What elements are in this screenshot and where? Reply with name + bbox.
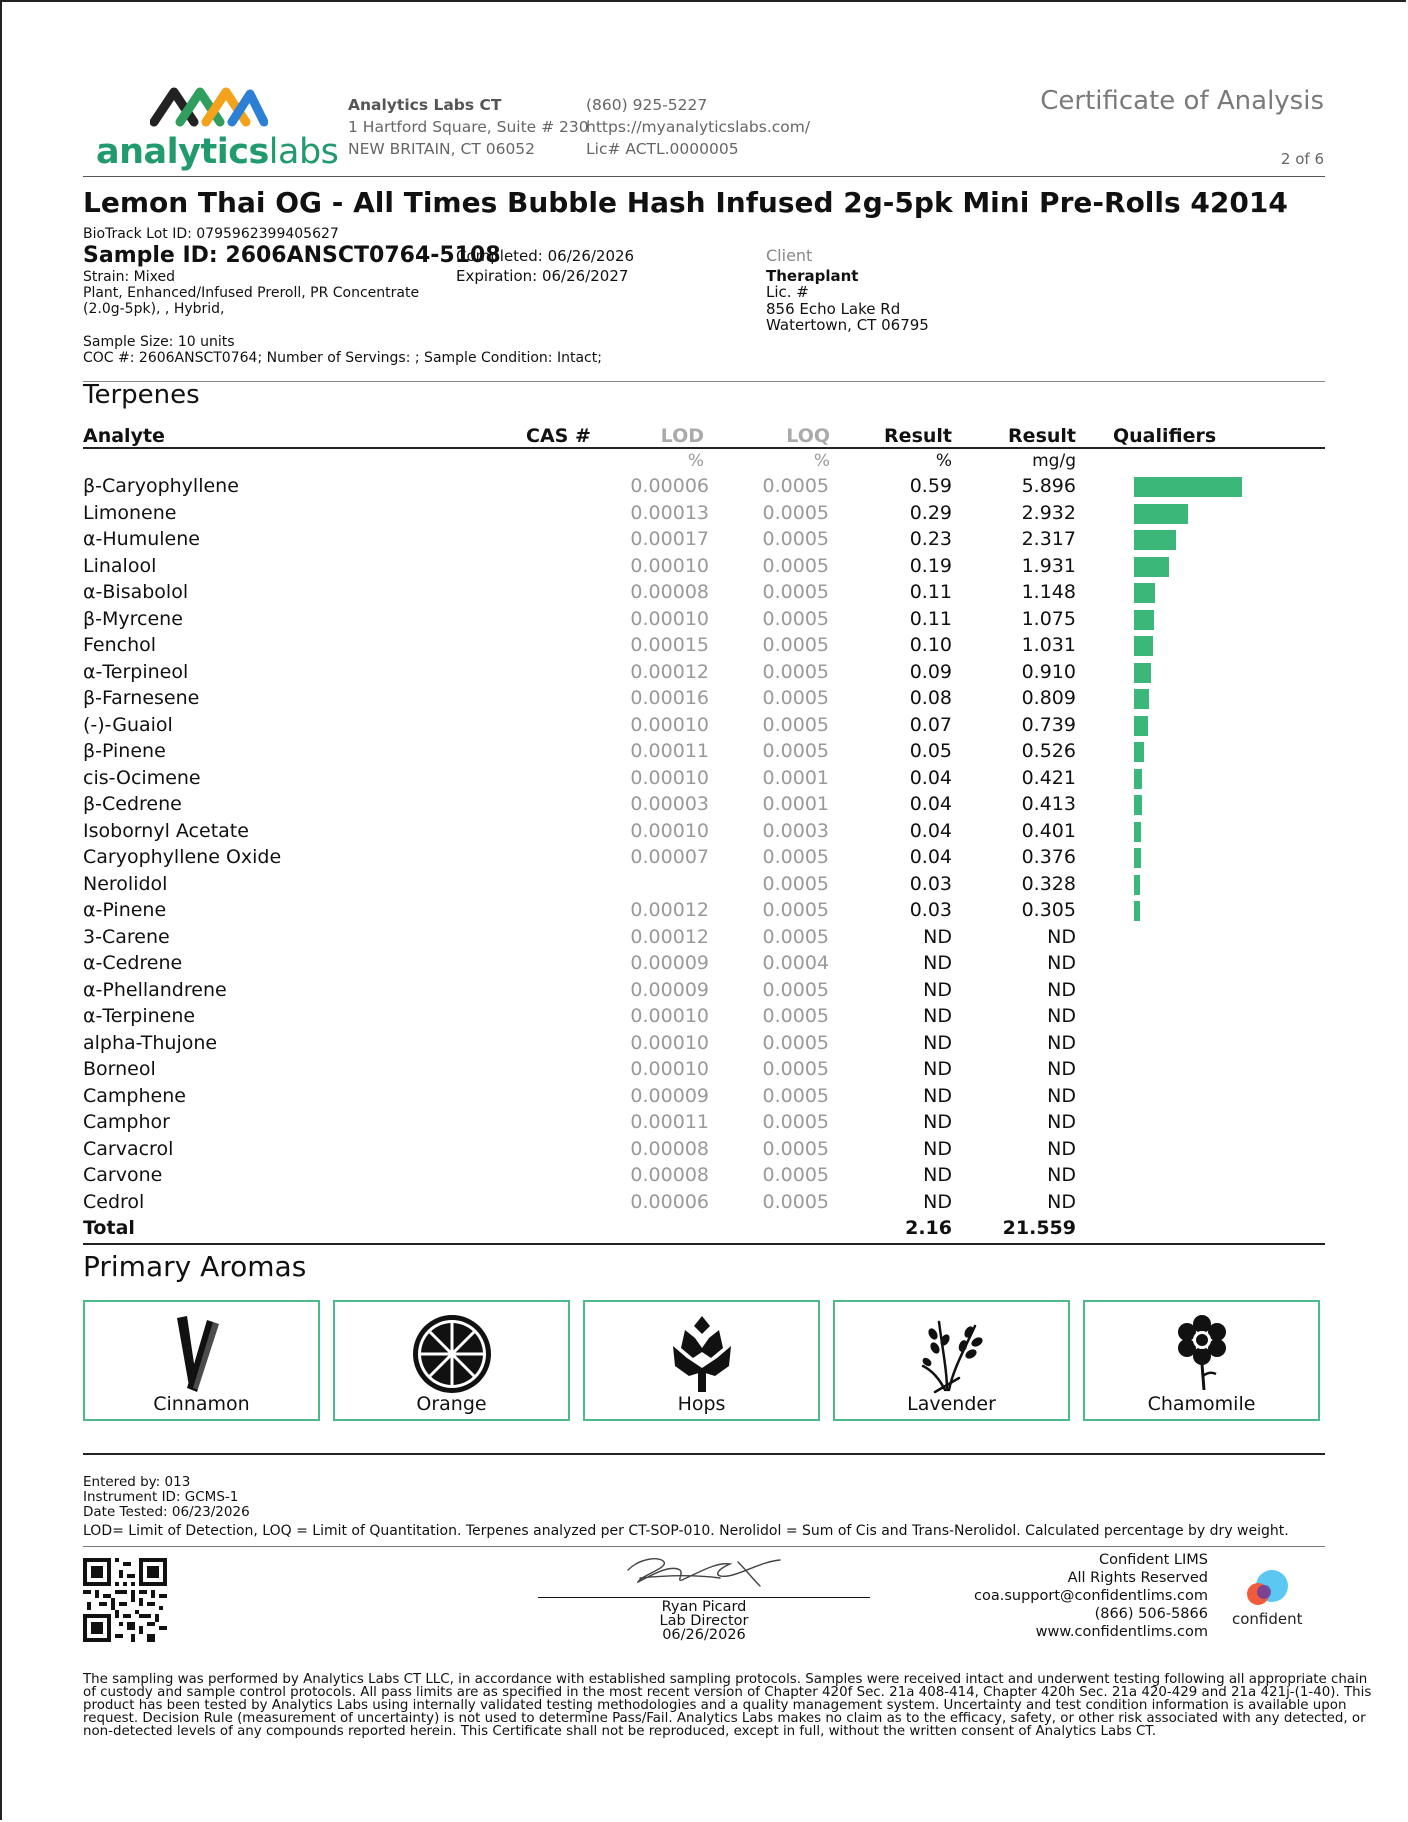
lod-value: 0.00008 — [630, 1164, 709, 1186]
client-license: Lic. # — [766, 283, 809, 301]
loq-value: 0.0005 — [762, 925, 829, 948]
result-pct-value: ND — [923, 1190, 952, 1213]
disclaimer-line5: non-detected levels of any compounds reported herein. This Certificate shall not be reproduced, except in full, without the written consent of Analytics Labs CT. — [83, 1724, 1157, 1739]
analyte-name: Carvacrol — [83, 1137, 174, 1160]
hops-icon — [667, 1312, 737, 1396]
analyte-name: α-Phellandrene — [83, 978, 227, 1001]
lod-value: 0.00011 — [630, 740, 709, 762]
total-label: Total — [83, 1217, 135, 1239]
header-divider — [83, 176, 1325, 177]
lab-license: Lic# ACTL.0000005 — [586, 140, 739, 158]
analyte-name: Caryophyllene Oxide — [83, 846, 282, 868]
result-mg-value: 0.421 — [1021, 766, 1076, 789]
lod-value: 0.00010 — [630, 1058, 709, 1080]
lims-rights: All Rights Reserved — [1067, 1570, 1208, 1586]
client-address-line1: 856 Echo Lake Rd — [766, 300, 901, 318]
result-mg-value: ND — [1047, 1111, 1076, 1133]
document-title: Certificate of Analysis — [1040, 86, 1324, 116]
table-row — [83, 1085, 1325, 1111]
lod-value: 0.00017 — [630, 528, 709, 550]
table-row — [83, 820, 1325, 846]
table-row — [83, 873, 1325, 899]
client-address-line2: Watertown, CT 06795 — [766, 316, 929, 334]
lod-value: 0.00009 — [630, 952, 709, 974]
aroma-label: Hops — [677, 1393, 726, 1415]
loq-value: 0.0003 — [762, 819, 829, 842]
table-row — [83, 1138, 1325, 1164]
lod-value: 0.00012 — [630, 660, 709, 683]
loq-value: 0.0004 — [762, 952, 829, 974]
lod-value: 0.00006 — [630, 475, 709, 497]
table-row — [83, 475, 1325, 501]
table-row — [83, 767, 1325, 793]
loq-value: 0.0005 — [762, 1005, 829, 1027]
result-bar — [1134, 795, 1142, 815]
lod-value: 0.00010 — [630, 607, 709, 630]
lod-value: 0.00003 — [630, 793, 709, 815]
disclaimer-line2: of custody and sample control protocols. All pass limits are as specified in the most recent version of Chapter 420f Sec. 21a 408-414, Chapter 420h Sec. 21a 420-429 and 21a 421j-(1-40). This — [83, 1685, 1372, 1700]
product-category-line1: Plant, Enhanced/Infused Preroll, PR Concentrate — [83, 285, 420, 301]
loq-value: 0.0005 — [762, 713, 829, 736]
method-notes: LOD= Limit of Detection, LOQ = Limit of Quantitation. Terpenes analyzed per CT-SOP-010. Nerolidol = Sum of Cis and Trans-Nerolidol. Calculated percentage by dry weight. — [83, 1523, 1289, 1539]
instrument-id: Instrument ID: GCMS-1 — [83, 1489, 239, 1505]
lod-value: 0.00015 — [630, 634, 709, 656]
lod-value: 0.00009 — [630, 978, 709, 1001]
lod-value: 0.00010 — [630, 766, 709, 789]
result-pct-value: 0.03 — [909, 899, 952, 921]
date-tested: Date Tested: 06/23/2026 — [83, 1504, 250, 1520]
lod-value: 0.00008 — [630, 1137, 709, 1160]
analyte-name: (-)-Guaiol — [83, 713, 173, 736]
result-bar — [1134, 610, 1154, 630]
footer-divider — [83, 1546, 1325, 1547]
result-pct-value: 0.04 — [909, 846, 952, 868]
col-header-qualifiers: Qualifiers — [1113, 425, 1217, 447]
expiration-date: Expiration: 06/26/2027 — [456, 267, 629, 285]
result-pct-value: 0.03 — [909, 872, 952, 895]
analyte-name: β-Myrcene — [83, 607, 183, 630]
result-mg-value: ND — [1047, 1190, 1076, 1213]
table-row — [83, 608, 1325, 634]
analyte-name: α-Bisabolol — [83, 581, 189, 603]
result-bar — [1134, 875, 1140, 895]
loq-value: 0.0005 — [762, 1164, 829, 1186]
table-row — [83, 528, 1325, 554]
loq-value: 0.0005 — [762, 528, 829, 550]
result-bar — [1134, 663, 1151, 683]
table-row — [83, 793, 1325, 819]
table-row — [83, 846, 1325, 872]
unit-result-mg: mg/g — [1032, 451, 1076, 471]
result-mg-value: 1.031 — [1021, 634, 1076, 656]
table-bottom-divider — [83, 1243, 1325, 1245]
result-pct-value: ND — [923, 952, 952, 974]
lod-value: 0.00008 — [630, 581, 709, 603]
disclaimer-line4: request. Decision Rule (measurement of uncertainty) is not used to determine Pass/Fail. Analytics Labs makes no claim as to the efficacy, safety, or other risk associated with any detected, or — [83, 1711, 1366, 1726]
result-mg-value: 1.148 — [1021, 581, 1076, 603]
lod-value: 0.00011 — [630, 1111, 709, 1133]
lod-value: 0.00012 — [630, 899, 709, 921]
result-pct-value: 0.09 — [909, 660, 952, 683]
loq-value: 0.0005 — [762, 1058, 829, 1080]
loq-value: 0.0005 — [762, 607, 829, 630]
table-row — [83, 1005, 1325, 1031]
result-pct-value: 0.11 — [909, 607, 952, 630]
analyte-name: β-Cedrene — [83, 793, 182, 815]
table-row — [83, 581, 1325, 607]
result-mg-value: 0.526 — [1021, 740, 1076, 762]
product-title: Lemon Thai OG - All Times Bubble Hash Infused 2g-5pk Mini Pre-Rolls 42014 — [83, 186, 1288, 219]
lod-value: 0.00009 — [630, 1084, 709, 1107]
lab-phone: (860) 925-5227 — [586, 96, 708, 114]
aroma-label: Cinnamon — [153, 1393, 250, 1415]
result-pct-value: ND — [923, 1137, 952, 1160]
table-row — [83, 714, 1325, 740]
unit-result-pct: % — [935, 451, 952, 471]
result-mg-value: 0.910 — [1021, 660, 1076, 683]
result-mg-value: ND — [1047, 1164, 1076, 1186]
analyte-name: α-Cedrene — [83, 952, 183, 974]
analyte-name: cis-Ocimene — [83, 766, 201, 789]
lod-value: 0.00010 — [630, 819, 709, 842]
result-bar — [1134, 742, 1144, 762]
table-header-divider — [83, 447, 1325, 449]
aroma-card-lavender — [833, 1300, 1070, 1421]
result-mg-value: 0.809 — [1021, 687, 1076, 709]
signature-line — [538, 1597, 870, 1598]
lod-value: 0.00007 — [630, 846, 709, 868]
client-label: Client — [766, 246, 813, 265]
table-row — [83, 634, 1325, 660]
loq-value: 0.0005 — [762, 1031, 829, 1054]
result-mg-value: 2.317 — [1021, 528, 1076, 550]
col-header-lod: LOD — [660, 425, 704, 447]
table-row — [83, 555, 1325, 581]
table-row — [83, 502, 1325, 528]
table-row — [83, 1111, 1325, 1137]
lod-value: 0.00013 — [630, 501, 709, 524]
col-header-analyte: Analyte — [83, 425, 165, 447]
result-pct-value: ND — [923, 1164, 952, 1186]
analyte-name: Fenchol — [83, 634, 157, 656]
qr-code-icon[interactable] — [83, 1558, 167, 1642]
result-pct-value: 0.59 — [909, 475, 952, 497]
loq-value: 0.0005 — [762, 846, 829, 868]
aromas-section-title: Primary Aromas — [83, 1250, 307, 1283]
disclaimer-line3: product has been tested by Analytics Labs using internally validated testing methodologies and a quality management system. Uncertainty and test condition information is available upon — [83, 1698, 1347, 1713]
analyte-name: Isobornyl Acetate — [83, 819, 249, 842]
result-pct-value: ND — [923, 1005, 952, 1027]
logo-wordmark-light: labs — [268, 132, 339, 172]
result-pct-value: 0.08 — [909, 687, 952, 709]
aroma-card-orange — [333, 1300, 570, 1421]
table-row — [83, 899, 1325, 925]
chamomile-icon — [1172, 1312, 1232, 1396]
analyte-name: Linalool — [83, 554, 157, 577]
col-header-cas: CAS # — [526, 425, 591, 447]
completed-date: Completed: 06/26/2026 — [456, 247, 635, 265]
result-mg-value: ND — [1047, 1137, 1076, 1160]
result-mg-value: 0.305 — [1021, 899, 1076, 921]
signer-title: Lab Director — [659, 1613, 749, 1629]
result-mg-value: ND — [1047, 1084, 1076, 1107]
result-mg-value: 1.075 — [1021, 607, 1076, 630]
loq-value: 0.0005 — [762, 660, 829, 683]
result-bar — [1134, 848, 1141, 868]
result-bar — [1134, 504, 1188, 524]
result-mg-value: 0.413 — [1021, 793, 1076, 815]
unit-lod: % — [687, 451, 704, 471]
aroma-card-cinnamon — [83, 1300, 320, 1421]
result-mg-value: 0.328 — [1021, 872, 1076, 895]
entered-by: Entered by: 013 — [83, 1474, 191, 1490]
analyte-name: α-Terpinene — [83, 1005, 196, 1027]
result-mg-value: ND — [1047, 952, 1076, 974]
client-name: Theraplant — [766, 267, 859, 285]
unit-loq: % — [813, 451, 830, 471]
col-header-loq: LOQ — [786, 425, 830, 447]
analyte-name: α-Pinene — [83, 899, 167, 921]
lab-website-link[interactable]: https://myanalyticslabs.com/ — [586, 118, 811, 136]
lab-address-line2: NEW BRITAIN, CT 06052 — [348, 140, 536, 158]
result-pct-value: ND — [923, 925, 952, 948]
result-mg-value: ND — [1047, 1005, 1076, 1027]
result-pct-value: 0.29 — [909, 501, 952, 524]
result-mg-value: ND — [1047, 978, 1076, 1001]
result-pct-value: ND — [923, 1084, 952, 1107]
loq-value: 0.0005 — [762, 899, 829, 921]
analyte-name: Borneol — [83, 1058, 156, 1080]
table-row — [83, 979, 1325, 1005]
result-mg-value: ND — [1047, 1031, 1076, 1054]
result-mg-value: 0.739 — [1021, 713, 1076, 736]
loq-value: 0.0005 — [762, 978, 829, 1001]
signer-date: 06/26/2026 — [662, 1627, 746, 1643]
result-bar — [1134, 583, 1155, 603]
result-mg-value: ND — [1047, 1058, 1076, 1080]
signature-icon — [620, 1552, 790, 1592]
lims-name: Confident LIMS — [1099, 1552, 1208, 1568]
analyte-name: β-Farnesene — [83, 687, 200, 709]
analyte-name: Limonene — [83, 501, 177, 524]
col-header-result-pct: Result — [884, 425, 952, 447]
total-mg: 21.559 — [1002, 1217, 1076, 1239]
analyte-name: Cedrol — [83, 1190, 145, 1213]
sample-size: Sample Size: 10 units — [83, 334, 235, 350]
table-row — [83, 661, 1325, 687]
sample-id: Sample ID: 2606ANSCT0764-5108 — [83, 243, 501, 268]
analyte-name: Camphene — [83, 1084, 186, 1107]
aroma-label: Orange — [416, 1393, 487, 1415]
aroma-card-hops — [583, 1300, 820, 1421]
result-bar — [1134, 822, 1141, 842]
lims-email-link[interactable]: coa.support@confidentlims.com — [974, 1588, 1208, 1604]
table-row — [83, 1191, 1325, 1217]
result-pct-value: ND — [923, 978, 952, 1001]
table-row — [83, 1164, 1325, 1190]
lod-value: 0.00016 — [630, 687, 709, 709]
confident-logo-text: confident — [1232, 1610, 1303, 1628]
table-row — [83, 926, 1325, 952]
info-divider — [83, 381, 1325, 382]
aroma-label: Chamomile — [1147, 1393, 1256, 1415]
analyte-name: 3-Carene — [83, 925, 170, 948]
analytics-labs-logo-icon — [150, 84, 268, 128]
analyte-name: Nerolidol — [83, 872, 168, 895]
orange-icon — [410, 1312, 494, 1396]
result-bar — [1134, 557, 1169, 577]
result-mg-value: 2.932 — [1021, 501, 1076, 524]
loq-value: 0.0005 — [762, 1111, 829, 1133]
cinnamon-icon — [167, 1312, 237, 1396]
result-mg-value: 0.401 — [1021, 819, 1076, 842]
analyte-name: β-Caryophyllene — [83, 475, 239, 497]
lab-address-line1: 1 Hartford Square, Suite # 230 — [348, 118, 589, 136]
analyte-name: Carvone — [83, 1164, 163, 1186]
loq-value: 0.0001 — [762, 793, 829, 815]
analyte-name: Camphor — [83, 1111, 170, 1133]
analyte-name: β-Pinene — [83, 740, 166, 762]
result-pct-value: 0.05 — [909, 740, 952, 762]
table-row — [83, 687, 1325, 713]
result-mg-value: 1.931 — [1021, 554, 1076, 577]
table-row — [83, 1032, 1325, 1058]
loq-value: 0.0005 — [762, 634, 829, 656]
loq-value: 0.0005 — [762, 554, 829, 577]
result-bar — [1134, 716, 1148, 736]
lod-value: 0.00010 — [630, 554, 709, 577]
result-pct-value: 0.04 — [909, 819, 952, 842]
result-pct-value: ND — [923, 1111, 952, 1133]
result-pct-value: 0.19 — [909, 554, 952, 577]
aroma-label: Lavender — [907, 1393, 996, 1415]
total-pct: 2.16 — [905, 1217, 952, 1239]
lavender-icon — [917, 1312, 987, 1396]
lims-phone: (866) 506-5866 — [1094, 1606, 1208, 1622]
aromas-divider — [83, 1453, 1325, 1455]
result-pct-value: 0.04 — [909, 793, 952, 815]
lab-name: Analytics Labs CT — [348, 96, 502, 114]
confident-logo-icon — [1242, 1568, 1290, 1608]
analyte-name: alpha-Thujone — [83, 1031, 218, 1054]
lod-value: 0.00006 — [630, 1190, 709, 1213]
result-mg-value: 0.376 — [1021, 846, 1076, 868]
result-bar — [1134, 636, 1153, 656]
lod-value: 0.00010 — [630, 1005, 709, 1027]
table-row — [83, 952, 1325, 978]
result-mg-value: ND — [1047, 925, 1076, 948]
aroma-card-chamomile — [1083, 1300, 1320, 1421]
result-mg-value: 5.896 — [1021, 475, 1076, 497]
loq-value: 0.0005 — [762, 740, 829, 762]
loq-value: 0.0005 — [762, 1190, 829, 1213]
result-bar — [1134, 530, 1176, 550]
result-bar — [1134, 901, 1140, 921]
lod-value: 0.00010 — [630, 713, 709, 736]
result-bar — [1134, 769, 1142, 789]
total-row — [83, 1217, 1325, 1243]
table-row — [83, 740, 1325, 766]
result-pct-value: 0.23 — [909, 528, 952, 550]
coc-info: COC #: 2606ANSCT0764; Number of Servings: ; Sample Condition: Intact; — [83, 350, 602, 366]
loq-value: 0.0005 — [762, 501, 829, 524]
loq-value: 0.0005 — [762, 1084, 829, 1107]
loq-value: 0.0005 — [762, 872, 829, 895]
analyte-name: α-Humulene — [83, 528, 200, 550]
result-pct-value: 0.04 — [909, 766, 952, 789]
loq-value: 0.0005 — [762, 687, 829, 709]
lims-website-link[interactable]: www.confidentlims.com — [1035, 1624, 1208, 1640]
result-pct-value: ND — [923, 1058, 952, 1080]
result-pct-value: ND — [923, 1031, 952, 1054]
disclaimer-line1: The sampling was performed by Analytics Labs CT LLC, in accordance with established sampling protocols. Samples were received intact and underwent testing following all appropriate chain — [83, 1672, 1368, 1687]
logo-wordmark — [96, 132, 338, 172]
signer-name: Ryan Picard — [661, 1599, 747, 1615]
col-header-result-mg: Result — [1008, 425, 1076, 447]
lod-value: 0.00010 — [630, 1031, 709, 1054]
lod-value: 0.00012 — [630, 925, 709, 948]
product-category-line2: (2.0g-5pk), , Hybrid, — [83, 301, 225, 317]
result-bar — [1134, 689, 1149, 709]
terpenes-section-title: Terpenes — [83, 380, 200, 410]
loq-value: 0.0001 — [762, 766, 829, 789]
result-pct-value: 0.07 — [909, 713, 952, 736]
result-pct-value: 0.11 — [909, 581, 952, 603]
result-pct-value: 0.10 — [909, 634, 952, 656]
analyte-name: α-Terpineol — [83, 660, 189, 683]
page-number: 2 of 6 — [1280, 150, 1324, 168]
loq-value: 0.0005 — [762, 475, 829, 497]
loq-value: 0.0005 — [762, 581, 829, 603]
table-row — [83, 1058, 1325, 1084]
result-bar — [1134, 477, 1242, 497]
loq-value: 0.0005 — [762, 1137, 829, 1160]
logo-wordmark-bold: analytics — [96, 132, 269, 172]
strain: Strain: Mixed — [83, 269, 175, 285]
biotrack-lot-id: BioTrack Lot ID: 0795962399405627 — [83, 226, 339, 242]
